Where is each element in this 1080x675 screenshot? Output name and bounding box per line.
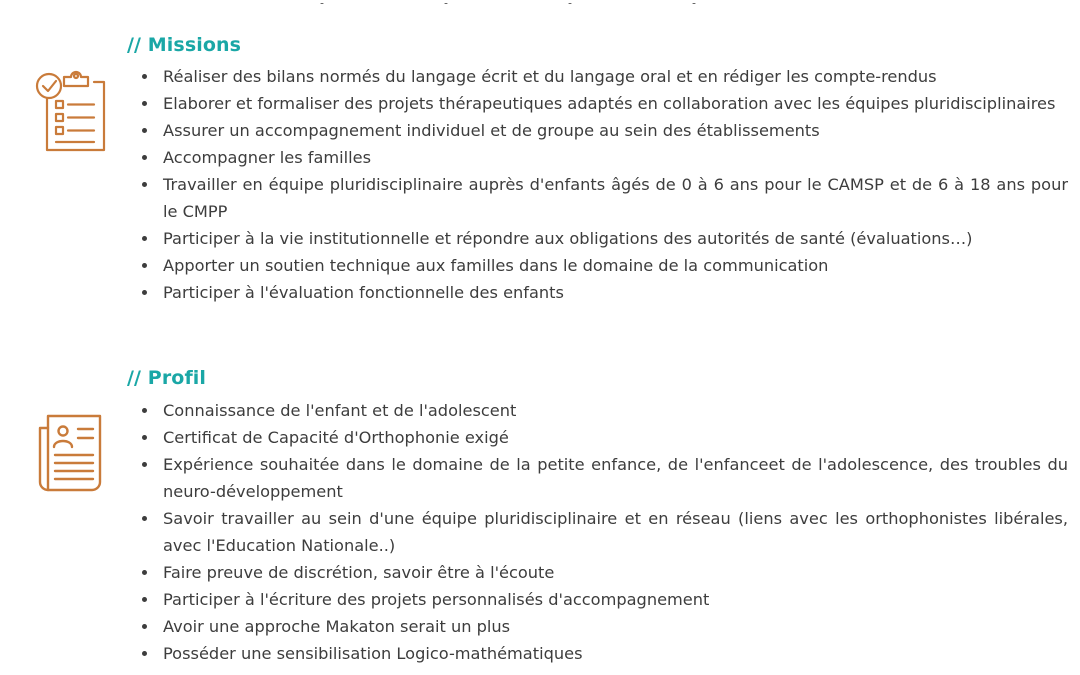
profil-title: // Profil: [127, 367, 207, 389]
cropped-dot: [692, 3, 696, 4]
list-item: Elaborer et formaliser des projets thérapeutiques adaptés en collaboration avec les équipes pluridisciplinaires: [139, 90, 1068, 117]
list-item: Faire preuve de discrétion, savoir être à l'écoute: [139, 559, 1068, 586]
list-item: Savoir travailler au sein d'une équipe pluridisciplinaire et en réseau (liens avec les orthophonistes libérales, avec l'Education Nationale..): [139, 505, 1068, 559]
list-item: Connaissance de l'enfant et de l'adolescent: [139, 397, 1068, 424]
list-item: Posséder une sensibilisation Logico-mathématiques: [139, 640, 1068, 667]
list-item: Assurer un accompagnement individuel et de groupe au sein des établissements: [139, 117, 1068, 144]
cropped-dot: [568, 3, 572, 4]
list-item: Expérience souhaitée dans le domaine de la petite enfance, de l'enfanceet de l'adolescence, des troubles du neuro-développement: [139, 451, 1068, 505]
list-item: Participer à la vie institutionnelle et répondre aux obligations des autorités de santé (évaluations…): [139, 225, 1068, 252]
cropped-previous-line: [320, 0, 920, 4]
clipboard-checklist-icon: [34, 68, 108, 154]
list-item: Participer à l'écriture des projets personnalisés d'accompagnement: [139, 586, 1068, 613]
list-item: Travailler en équipe pluridisciplinaire auprès d'enfants âgés de 0 à 6 ans pour le CAMSP et de 6 à 18 ans pour le CMPP: [139, 171, 1068, 225]
list-item: Apporter un soutien technique aux familles dans le domaine de la communication: [139, 252, 1068, 279]
cropped-dot: [320, 3, 324, 4]
list-item: Certificat de Capacité d'Orthophonie exigé: [139, 424, 1068, 451]
cropped-dot: [444, 3, 448, 4]
list-item: Réaliser des bilans normés du langage écrit et du langage oral et en rédiger les compte-rendus: [139, 63, 1068, 90]
list-item: Accompagner les familles: [139, 144, 1068, 171]
missions-list: [139, 63, 1068, 306]
profil-list: [139, 397, 1068, 667]
missions-title: // Missions: [127, 34, 242, 56]
resume-profile-icon: [34, 410, 104, 492]
list-item: Avoir une approche Makaton serait un plus: [139, 613, 1068, 640]
list-item: Participer à l'évaluation fonctionnelle des enfants: [139, 279, 1068, 306]
